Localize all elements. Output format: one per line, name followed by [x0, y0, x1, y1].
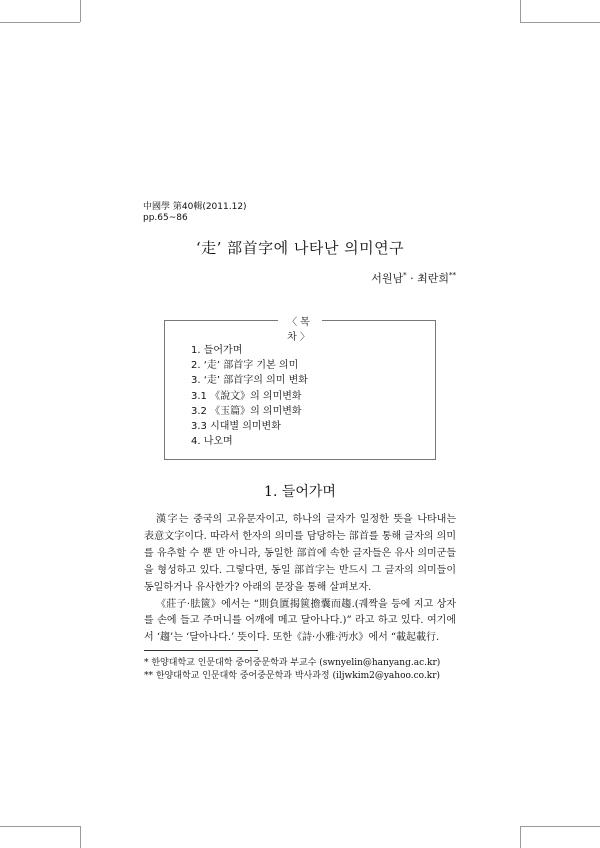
crop-mark	[520, 22, 600, 23]
crop-mark	[0, 826, 80, 827]
paragraph: 漢字는 중국의 고유문자이고, 하나의 글자가 일정한 뜻을 나타내는 表意文字이다. 따라서 한자의 의미를 담당하는 部首를 통해 글자의 의미를 유추할 수 뿐 만 아니라, 동일한 部首에 속한 글자들은 유사 의미군들을 형성하고 있다. 그렇다면, 동일 部首字는 반드시 그 글자의 의미들이 동일하거나 유사한가? 아래의 문장을 통해 살펴보자.	[144, 514, 456, 593]
toc-item: 3. ‘走’ 部首字의 의미 변화	[191, 375, 308, 387]
body-text	[144, 512, 456, 647]
footnote-divider	[144, 650, 258, 651]
author-mark: **	[449, 271, 456, 280]
crop-mark	[80, 826, 81, 848]
footnote: * 한양대학교 인문대학 중어중문학과 부교수 (swnyelin@hanyang.ac.kr)	[144, 658, 441, 668]
author-mark: *	[403, 271, 407, 280]
author-name: 최란희	[417, 272, 449, 285]
footnotes	[144, 657, 440, 683]
crop-mark	[0, 22, 80, 23]
toc-item: 4. 나오며	[191, 436, 233, 448]
toc-item: 3.3 시대별 의미변화	[191, 421, 281, 433]
crop-mark	[520, 0, 521, 22]
crop-mark	[520, 826, 600, 827]
crop-mark	[80, 0, 81, 22]
author-line	[371, 270, 456, 286]
page-range: pp.65~86	[143, 213, 188, 223]
toc-item: 3.2 《玉篇》의 의미변화	[191, 405, 302, 417]
author-separator: ·	[406, 272, 418, 285]
paper-title: ‘走’ 部首字에 나타난 의미연구	[195, 239, 405, 257]
toc-heading: 〈목 차〉	[278, 313, 322, 343]
toc-item: 3.1 《說文》의 의미변화	[191, 390, 302, 402]
toc-list	[191, 343, 308, 449]
journal-info: 中國學 第40輯(2011.12)	[143, 202, 247, 212]
toc-item: 1. 들어가며	[191, 345, 243, 356]
section-heading: 1. 들어가며	[264, 484, 336, 500]
footnote: ** 한양대학교 인문대학 중어중문학과 박사과정 (iljwkim2@yahoo.co.kr)	[144, 671, 441, 681]
paragraph: 《莊子·胠篋》에서는 “則負匱揭篋擔囊而趨.(궤짝을 등에 지고 상자를 손에 들고 주머니를 어깨에 메고 달아나다.)” 라고 하고 있다. 여기에서 ‘趨’는 ‘달아나다.’ 뜻이다. 또한《詩·小雅·沔水》에서 “載起載行.	[144, 598, 456, 644]
toc-item: 2. ‘走’ 部首字 기본 의미	[191, 360, 299, 372]
author-name: 서원남	[371, 272, 404, 285]
crop-mark	[520, 826, 521, 848]
